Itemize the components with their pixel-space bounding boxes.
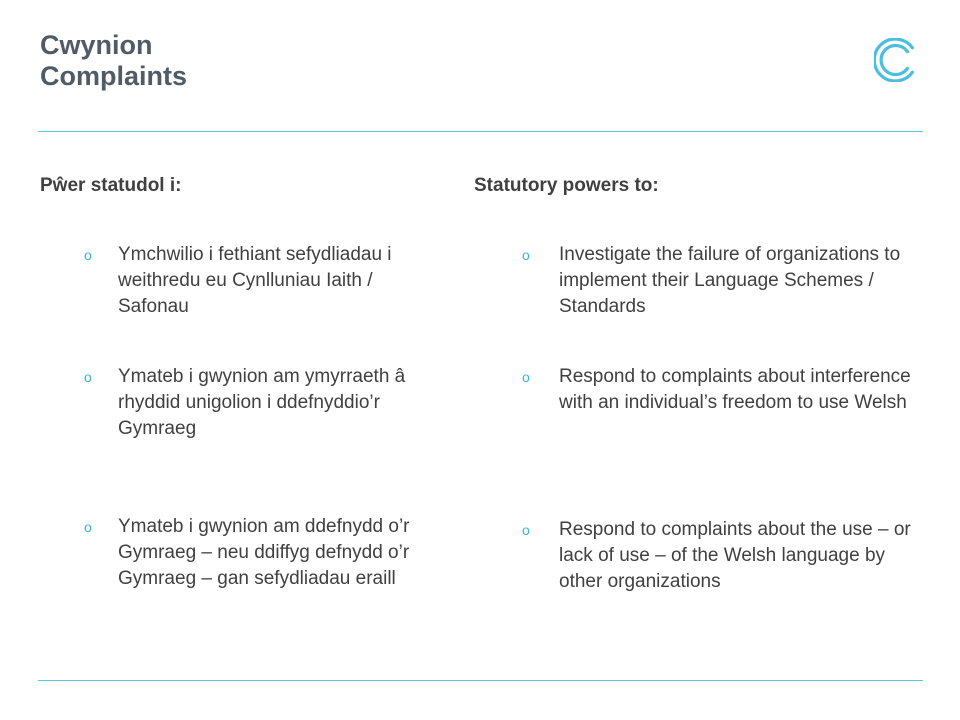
footer-divider bbox=[38, 680, 923, 681]
concentric-c-logo-icon bbox=[874, 38, 918, 82]
list-item-text: Investigate the failure of organizations to implement their Language Schemes / Standards bbox=[559, 244, 901, 317]
bullet-circle-icon: o bbox=[522, 522, 530, 538]
english-heading: Statutory powers to: bbox=[474, 175, 659, 196]
list-item-text: Ymateb i gwynion am ymyrraeth â rhyddid unigolion i ddefnyddio’r Gymraeg bbox=[118, 366, 406, 439]
bullet-circle-icon: o bbox=[84, 369, 92, 385]
bullet-circle-icon: o bbox=[522, 247, 530, 263]
english-column bbox=[474, 174, 914, 592]
page-title bbox=[40, 30, 187, 92]
list-item-text: Ymateb i gwynion am ddefnydd o’r Gymraeg – neu ddiffyg defnydd o’r Gymraeg – gan sefydliadau eraill bbox=[118, 516, 410, 589]
bullet-circle-icon: o bbox=[522, 369, 530, 385]
title-welsh: Cwynion bbox=[40, 30, 153, 60]
list-item-text: Respond to complaints about the use – or lack of use – of the Welsh language by other organizations bbox=[559, 519, 911, 592]
header-divider bbox=[38, 131, 923, 132]
title-english: Complaints bbox=[40, 61, 188, 91]
welsh-heading: Pŵer statudol i: bbox=[40, 175, 182, 196]
bullet-circle-icon: o bbox=[84, 519, 92, 535]
bullet-circle-icon: o bbox=[84, 247, 92, 263]
welsh-column bbox=[40, 174, 440, 589]
list-item-text: Respond to complaints about interference with an individual’s freedom to use Welsh bbox=[559, 366, 911, 413]
list-item-text: Ymchwilio i fethiant sefydliadau i weithredu eu Cynlluniau Iaith / Safonau bbox=[118, 244, 392, 317]
